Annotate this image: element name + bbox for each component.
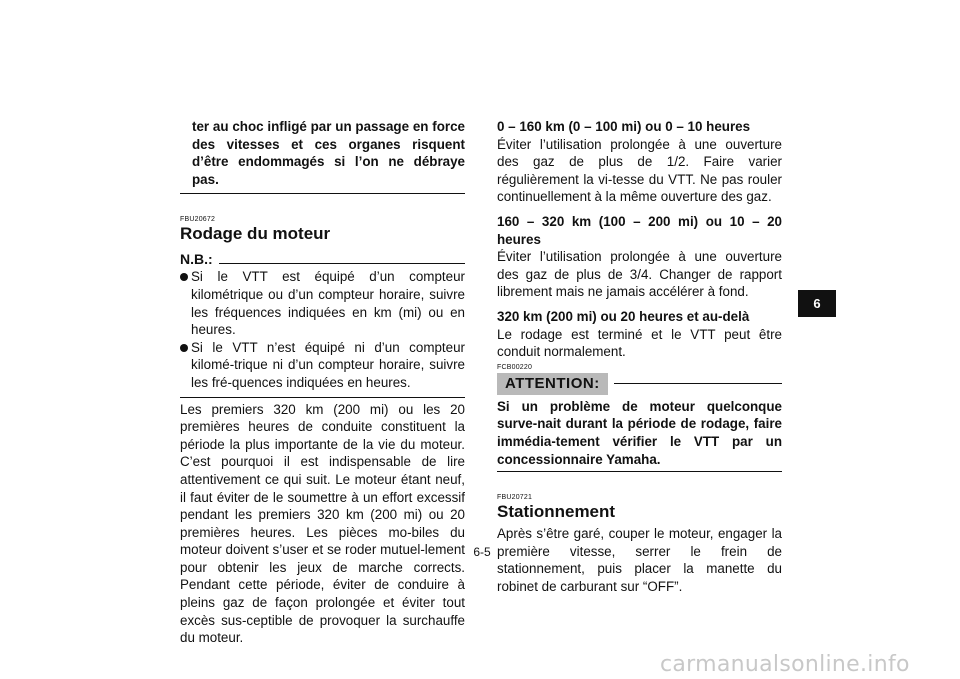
- watermark: carmanualsonline.info: [660, 652, 910, 677]
- attention-code: FCB00220: [497, 363, 533, 371]
- section-text: Après s’être garé, couper le moteur, engager la première vitesse, serrer le frein de stationnement, puis placer la manette du robinet de carburant sur “OFF”.: [497, 526, 782, 594]
- right-column: [497, 118, 782, 595]
- nb-rule: [219, 263, 465, 264]
- chapter-tab: 6: [798, 290, 836, 317]
- nb-list: [180, 268, 465, 391]
- section-code: FBU20672: [180, 216, 216, 224]
- stage-heading: 320 km (200 mi) ou 20 heures et au-delà: [497, 308, 750, 324]
- attention-rule: [614, 383, 782, 384]
- list-item: Si le VTT est équipé d’un compteur kilométrique ou d’un compteur horaire, suivre les fréquences indiquées en km (mi) ou en heures.: [180, 268, 465, 338]
- attention-text: Si un problème de moteur quelconque surve-nait durant la période de rodage, faire immédia-tement vérifier le VTT par un concessionnaire Yamaha.: [497, 398, 782, 467]
- stage-heading: 160 – 320 km (100 – 200 mi) ou 10 – 20 heures: [497, 213, 782, 247]
- stage-text: Le rodage est terminé et le VTT peut être conduit normalement.: [497, 326, 782, 360]
- body-paragraph: Les premiers 320 km (200 mi) ou les 20 premières heures de conduite constituent la période la plus importante de la vie du moteur. C’est pourquoi il est indispensable de lire attentivement ce qui suit. Le moteur étant neuf, il faut éviter de le soumettre à un effort excessif pendant les premiers 320 km (200 mi) ou 20 premières heures. Les pièces mo-biles du moteur doivent s’user et se roder mutuel-lement pour obtenir les jeux de marche corrects. Pendant cette période, éviter de conduire à pleins gaz de façon prolongée et éviter tout excès sus-ceptible de provoquer la surchauffe du moteur.: [180, 401, 465, 646]
- bullet-icon: [180, 344, 188, 352]
- section-title-stationnement: Stationnement: [497, 502, 616, 522]
- section-code: FBU20721: [497, 494, 533, 502]
- nb-header: [180, 250, 465, 268]
- nb-label: N.B.:: [180, 251, 213, 268]
- nb-end-rule: [180, 397, 465, 398]
- attention-end-rule: [497, 471, 782, 472]
- warning-continuation: ter au choc infligé par un passage en force des vitesses et ces organes risquent d’être endommagés si l’on ne débraye pas.: [192, 119, 465, 187]
- stage-text: Éviter l’utilisation prolongée à une ouverture des gaz de plus de 1/2. Faire varier régulièrement la vi-tesse du VTT. Ne pas rouler continuellement à la même ouverture des gaz.: [497, 136, 782, 205]
- page-number: 6-5: [473, 545, 491, 559]
- list-item: Si le VTT n’est équipé ni d’un compteur kilomé-trique ni d’un compteur horaire, suivre les fré-quences indiquées en heures.: [180, 339, 465, 392]
- warning-end-rule: [180, 193, 465, 194]
- attention-label: ATTENTION:: [497, 373, 608, 395]
- stage-text: Éviter l’utilisation prolongée à une ouverture des gaz de plus de 3/4. Changer de rapport librement mais ne jamais accélérer à fond.: [497, 249, 782, 300]
- section-title-rodage: Rodage du moteur: [180, 224, 331, 244]
- stage-heading: 0 – 160 km (0 – 100 mi) ou 0 – 10 heures: [497, 119, 751, 134]
- left-column: [180, 118, 465, 647]
- bullet-icon: [180, 273, 188, 281]
- attention-header: [497, 373, 782, 395]
